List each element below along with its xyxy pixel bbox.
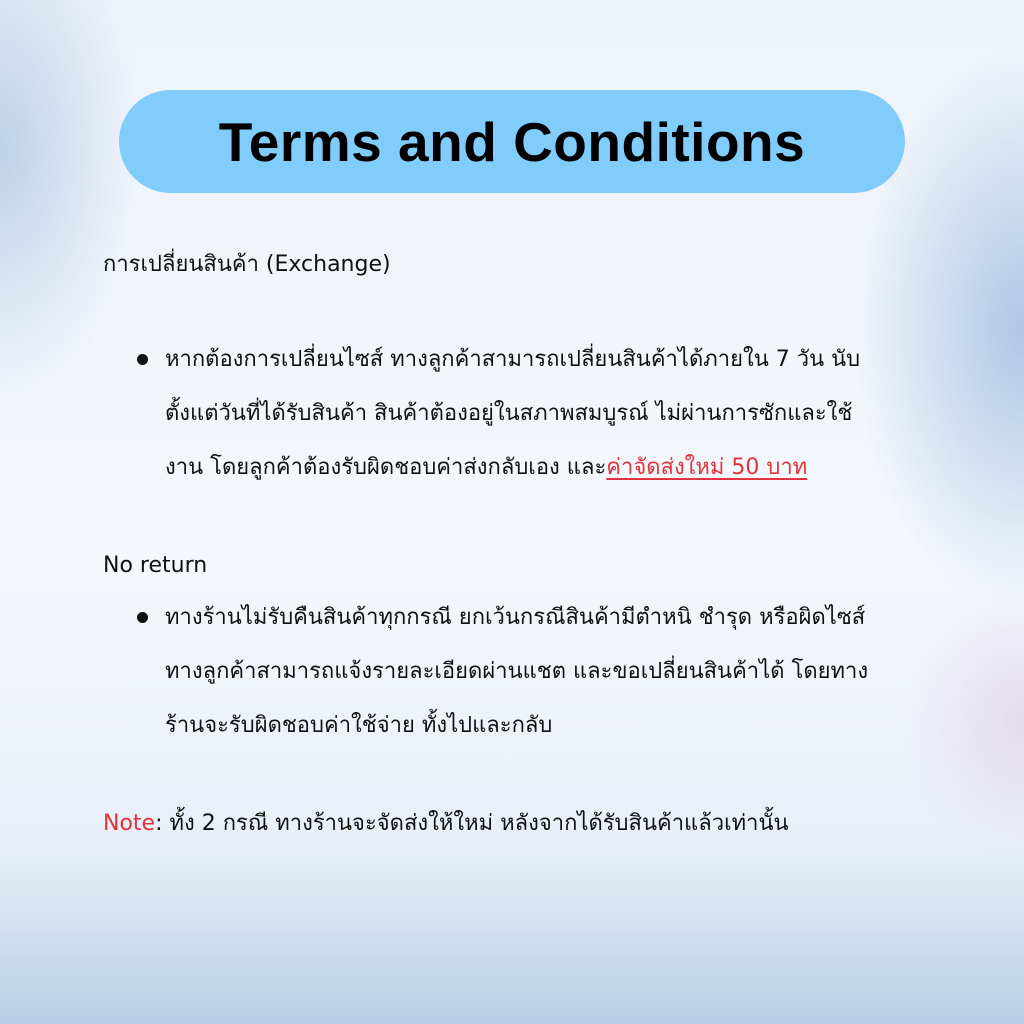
no-return-line-3: ร้านจะรับผิดชอบค่าใช้จ่าย ทั้งไปและกลับ [165, 713, 553, 738]
exchange-line-2: ตั้งแต่วันที่ได้รับสินค้า สินค้าต้องอยู่ในสภาพสมบูรณ์ ไม่ผ่านการซักและใช้ [165, 401, 853, 426]
exchange-text [165, 340, 860, 502]
page-title: Terms and Conditions [218, 110, 806, 173]
no-return-text [165, 598, 868, 760]
exchange-heading: การเปลี่ยนสินค้า (Exchange) [103, 252, 391, 277]
exchange-line-3 [165, 448, 860, 488]
note-label: Note [103, 811, 156, 836]
exchange-line-3-text: งาน โดยลูกค้าต้องรับผิดชอบค่าส่งกลับเอง และ [165, 455, 607, 480]
exchange-line-1: หากต้องการเปลี่ยนไซส์ ทางลูกค้าสามารถเปลี่ยนสินค้าได้ภายใน 7 วัน นับ [165, 347, 861, 372]
no-return-heading: No return [103, 553, 208, 578]
no-return-line-2: ทางลูกค้าสามารถแจ้งรายละเอียดผ่านแชต และขอเปลี่ยนสินค้าได้ โดยทาง [165, 659, 869, 684]
shipping-fee-highlight: ค่าจัดส่งใหม่ 50 บาท [606, 455, 808, 480]
note [103, 805, 789, 840]
bullet-dot-icon [137, 354, 148, 365]
no-return-line-1: ทางร้านไม่รับคืนสินค้าทุกกรณี ยกเว้นกรณีสินค้ามีตำหนิ ชำรุด หรือผิดไซส์ [165, 605, 866, 630]
bullet-dot-icon [137, 612, 148, 623]
note-text: : ทั้ง 2 กรณี ทางร้านจะจัดส่งให้ใหม่ หลังจากได้รับสินค้าแล้วเท่านั้น [155, 811, 789, 836]
title-banner [119, 90, 905, 193]
